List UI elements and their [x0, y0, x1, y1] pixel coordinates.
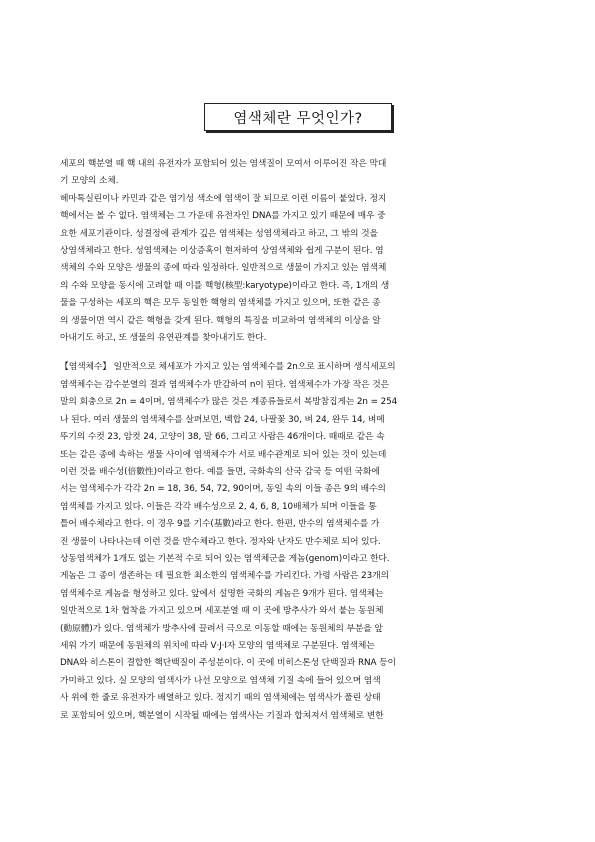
- paragraph-definition: [60, 156, 534, 347]
- paragraph-chromosome-number: [60, 359, 534, 725]
- text-line: 상동염색체가 1개도 없는 기본적 수로 되어 있는 염색체군을 게놈(genom)이라고 한다.: [60, 553, 390, 564]
- document-body: [60, 156, 534, 725]
- text-line: 세워 가기 때문에 동원체의 위치에 따라 V·J·I자 모양의 염색체로 구분된다. 염색체는: [60, 640, 375, 651]
- text-line: 로 포함되어 있으며, 핵분열이 시작될 때에는 염색사는 기질과 합쳐져서 염색체로 변한: [60, 710, 384, 721]
- text-line: 말의 회충으로 2n = 4이며, 염색체수가 많은 것은 계종류들로서 복방참집게는 2n = 254: [60, 397, 398, 408]
- page-title: 염색체란 무엇인가?: [204, 103, 392, 131]
- text-line: 상염색체라고 한다. 성염색체는 이상증혹이 현저하여 상염색체와 쉽게 구분이 된다. 염: [60, 246, 384, 257]
- text-line: (動原體)가 있다. 염색체가 방추사에 끌려서 극으로 이동할 때에는 동원체의 부분을 앞: [60, 623, 383, 634]
- text-line: 나 된다. 여러 생물의 염색체수를 살펴보면, 벡합 24, 나팔꽃 30, 벼 24, 완두 14, 벼메: [60, 414, 385, 425]
- text-line: 기 모양의 소체.: [60, 176, 119, 187]
- paragraph-gap: [60, 347, 534, 359]
- text-line: 【염색체수】 일반적으로 체세포가 가지고 있는 염색체수를 2n으로 표시하며 생식세포의: [60, 362, 396, 373]
- text-line: 일반적으로 1차 협착을 가지고 있으며 세포분열 때 이 곳에 방추사가 와서 붙는 동원체: [60, 606, 384, 617]
- text-line: 세포의 핵분열 때 핵 내의 유전자가 포함되어 있는 염색질이 모여서 이루어진 작은 막대: [60, 159, 387, 169]
- text-line: 요한 세포기관이다. 성결정에 관계가 깊은 염색체는 성염색체라고 하고, 그 밖의 것을: [60, 228, 378, 239]
- text-line: 틀어 배수체라고 한다. 이 경우 9를 기수(基數)라고 한다. 한편, 반수의 염색체수를 가: [60, 519, 380, 530]
- text-line: 가미하고 있다. 실 모양의 염색사가 나선 모양으로 염색체 기질 속에 들어 있으며 염색: [60, 675, 381, 686]
- text-line: 게놈은 그 종이 생존하는 데 필요한 최소한의 염색체수를 가리킨다. 가령 사람은 23개의: [60, 571, 389, 582]
- text-line: 진 생물이 나타나는데 이런 것을 반수체라고 한다. 정자와 난자도 반수체로 되어 있다.: [60, 536, 381, 547]
- text-line: 염색체를 가지고 있다. 이들은 각각 배수성으로 2, 4, 6, 8, 10배체가 되며 이들을 통: [60, 501, 377, 512]
- text-line: 헤마톡실린이나 카민과 같은 염기성 색소에 염색이 잘 되므로 이런 이름이 붙었다. 정지: [60, 193, 387, 204]
- text-line: 뚜기의 수컷 23, 암컷 24, 고양이 38, 말 66, 그리고 사람은 46개이다. 때때로 같은 속: [60, 432, 385, 443]
- text-line: 의 생물이면 역시 같은 핵형을 갖게 된다. 핵형의 특징을 비교하여 염색체의 이상을 알: [60, 315, 381, 326]
- text-line: 사 위에 한 줄로 유전자가 배열하고 있다. 정지기 때의 염색체에는 염색사가 풀린 상태: [60, 693, 381, 704]
- text-line: 이런 것을 배수성(倍數性)이라고 한다. 예를 들면, 국화속의 산국 감국 등 여떤 국화에: [60, 466, 380, 477]
- text-line: 서는 염색체수가 각각 2n = 18, 36, 54, 72, 90이며, 동일 속의 이들 종은 9의 배수의: [60, 484, 386, 495]
- text-line: 핵에서는 볼 수 없다. 염색체는 그 가운데 유전자인 DNA를 가지고 있기 때문에 매우 중: [60, 211, 386, 222]
- text-line: 또는 같은 종에 속하는 생물 사이에 염색체수가 서로 배수관계로 되어 있는 것이 있는데: [60, 449, 387, 460]
- text-line: 물을 구성하는 세포의 핵은 모두 동일한 핵형의 염색체를 가지고 있으며, 또한 같은 종: [60, 298, 381, 309]
- text-line: 아내기도 하고, 또 생물의 유연관계를 찾아내기도 한다.: [60, 333, 267, 344]
- text-line: 염색체수로 게놈을 형성하고 있다. 앞에서 설명한 국화의 게놈은 9개가 된다. 염색체는: [60, 588, 384, 599]
- text-line: DNA와 히스톤이 결합한 핵단백질이 주성분이다. 이 곳에 비히스톤성 단백질과 RNA 등이: [60, 658, 396, 669]
- text-line: 염색체수는 감수분열의 결과 염색체수가 반감하여 n이 된다. 염색체수가 가장 작은 것은: [60, 379, 390, 390]
- text-line: 색체의 수와 모양은 생물의 종에 따라 일정하다. 일반적으로 생물이 가지고 있는 염색체: [60, 263, 387, 274]
- text-line: 의 수와 모양을 동시에 고려할 때 이를 핵형(核型:karyotype)이라고 한다. 즉, 1개의 생: [60, 280, 390, 291]
